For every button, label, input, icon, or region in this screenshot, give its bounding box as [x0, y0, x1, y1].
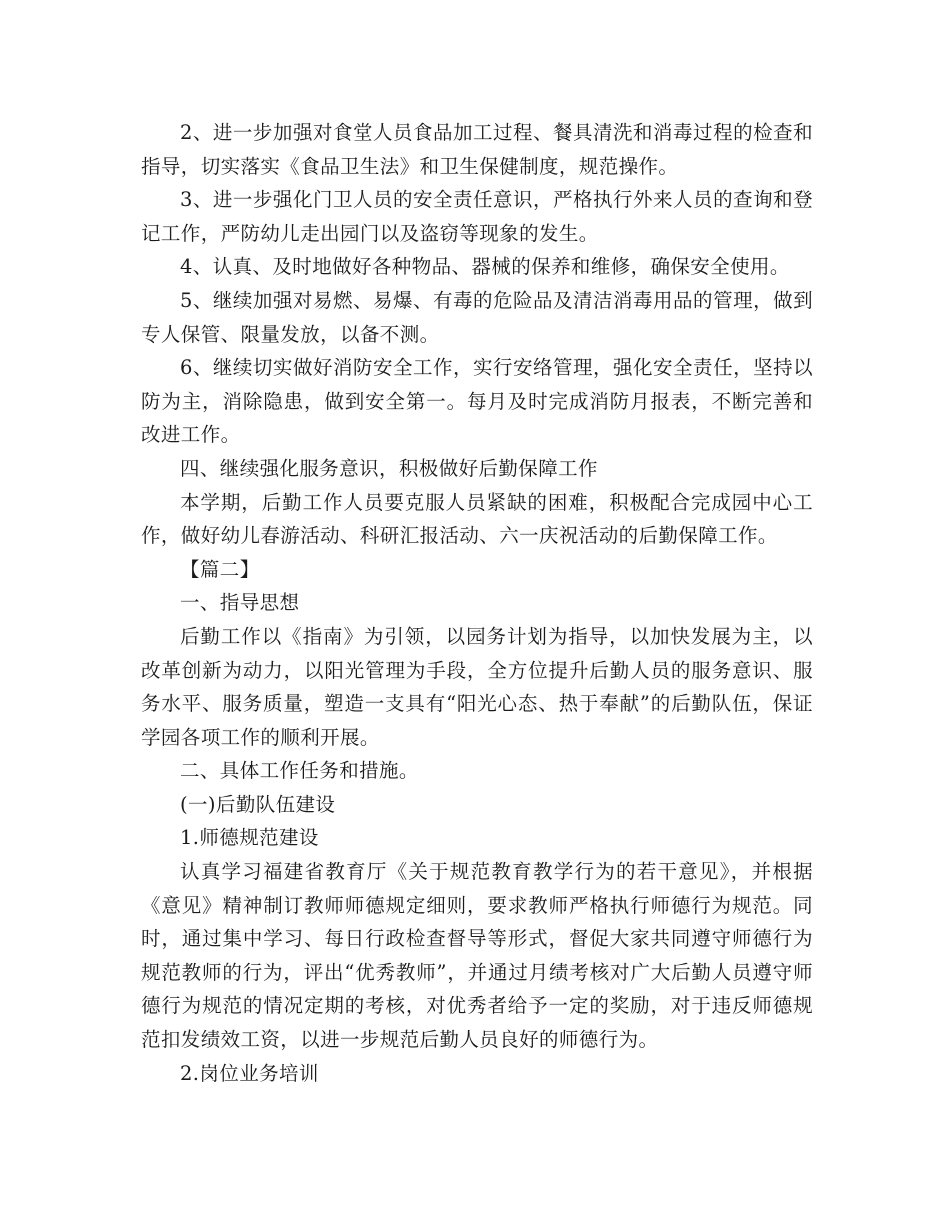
paragraph-item-6: 6、继续切实做好消防安全工作，实行安络管理，强化安全责任，坚持以防为主，消除隐患，做到安全第一。每月及时完成消防月报表，不断完善和改进工作。 [141, 356, 813, 447]
part-heading-two: 【篇二】 [180, 557, 260, 581]
paragraph-item-5: 5、继续加强对易燃、易爆、有毒的危险品及清洁消毒用品的管理，做到专人保管、限量发放，以备不测。 [141, 288, 813, 346]
subsection-heading-team: (一)后勤队伍建设 [180, 792, 336, 816]
section-heading-two: 二、具体工作任务和措施。 [180, 759, 419, 783]
paragraph-guiding-thought: 后勤工作以《指南》为引领，以园务计划为指导，以加快发展为主，以改革创新为动力，以阳光管理为手段，全方位提升后勤人员的服务意识、服务水平、服务质量，塑造一支具有“阳光心态、热于奉献”的后勤队伍，保证学园各项工作的顺利开展。 [141, 624, 813, 749]
paragraph-semester: 本学期，后勤工作人员要克服人员紧缺的困难，积极配合完成园中心工作，做好幼儿春游活动、科研汇报活动、六一庆祝活动的后勤保障工作。 [141, 490, 813, 548]
paragraph-item-2: 2、进一步加强对食堂人员食品加工过程、餐具清洗和消毒过程的检查和指导，切实落实《食品卫生法》和卫生保健制度，规范操作。 [141, 121, 813, 178]
paragraph-ethics: 认真学习福建省教育厅《关于规范教育教学行为的若干意见》，并根据《意见》精神制订教师师德规定细则，要求教师严格执行师德行为规范。同时，通过集中学习、每日行政检查督导等形式，督促大家共同遵守师德行为规范教师的行为，评出“优秀教师”，并通过月绩考核对广大后勤人员遵守师德行为规范的情况定期的考核，对优秀者给予一定的奖励，对于违反师德规范扣发绩效工资，以进一步规范后勤人员良好的师德行为。 [141, 860, 813, 1052]
item-heading-ethics: 1.师德规范建设 [180, 826, 319, 850]
paragraph-item-4: 4、认真、及时地做好各种物品、器械的保养和维修，确保安全使用。 [180, 255, 790, 279]
document-body [141, 116, 813, 1090]
item-heading-training: 2.岗位业务培训 [180, 1061, 319, 1085]
section-heading-one: 一、指导思想 [180, 591, 300, 615]
section-heading-four: 四、继续强化服务意识，积极做好后勤保障工作 [180, 456, 598, 480]
paragraph-item-3: 3、进一步强化门卫人员的安全责任意识，严格执行外来人员的查询和登记工作，严防幼儿走出园门以及盗窃等现象的发生。 [141, 188, 813, 245]
